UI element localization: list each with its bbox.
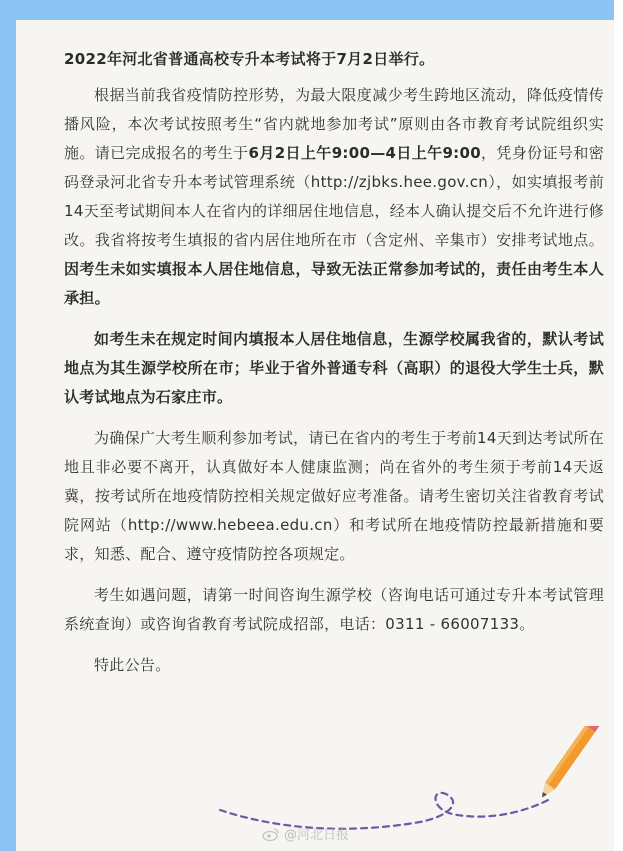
- registration-period: 6月2日上午9:00—4日上午9:00: [248, 144, 481, 162]
- paragraph-health-requirements: 为确保广大考生顺利参加考试，请已在省内的考生于考前14天到达考试所在地且非必要不离开，认真做好本人健康监测；尚在省外的考生须于考前14天返冀，按考试所在地疫情防控相关规定做好应考准备。请考生密切关注省教育考试院网站（http://www.hebeea.edu.cn）和考试所在地疫情防控最新措施和要求，知悉、配合、遵守疫情防控各项规定。: [64, 429, 604, 563]
- announcement-body: [64, 44, 604, 692]
- paragraph-default-location: 如考生未在规定时间内填报本人居住地信息，生源学校属我省的，默认考试地点为其生源学校所在市；毕业于省外普通专科（高职）的退役大学生士兵，默认考试地点为石家庄市。: [64, 330, 604, 406]
- paragraph-contact: 考生如遇问题，请第一时间咨询生源学校（咨询电话可通过专升本考试管理系统查询）或咨询省教育考试院成招部，电话：0311 - 66007133。: [64, 586, 604, 633]
- headline: 2022年河北省普通高校专升本考试将于7月2日举行。: [64, 50, 435, 68]
- weibo-watermark: [262, 824, 349, 843]
- watermark-text: @河北日报: [284, 828, 350, 843]
- weibo-icon: [262, 827, 280, 841]
- responsibility-notice: 因考生未如实填报本人居住地信息，导致无法正常参加考试的，责任由考生本人承担。: [64, 260, 604, 307]
- paragraph-text: 根据当前我省疫情防控形势，为最大限度减少考生跨地区流动，降低疫情传播风险，本次考试按照考生“省内就地参加考试”原则由各市教育考试院组织实施。请已完成报名的考生于: [64, 86, 604, 162]
- paragraph-registration: [64, 81, 604, 313]
- paragraph-closing: 特此公告。: [94, 656, 171, 674]
- paragraph-text: ，凭身份证号和密码登录河北省专升本考试管理系统（http://zjbks.hee.gov.cn），如实填报考前14天至考试期间本人在省内的详细居住地信息，经本人确认提交后不允许进行修改。我省将按考生填报的省内居住地所在市（含定州、辛集市）安排考试地点。: [64, 144, 604, 249]
- pencil-icon: [537, 726, 601, 801]
- frame-left-border: [0, 0, 16, 851]
- frame-top-border: [0, 0, 614, 20]
